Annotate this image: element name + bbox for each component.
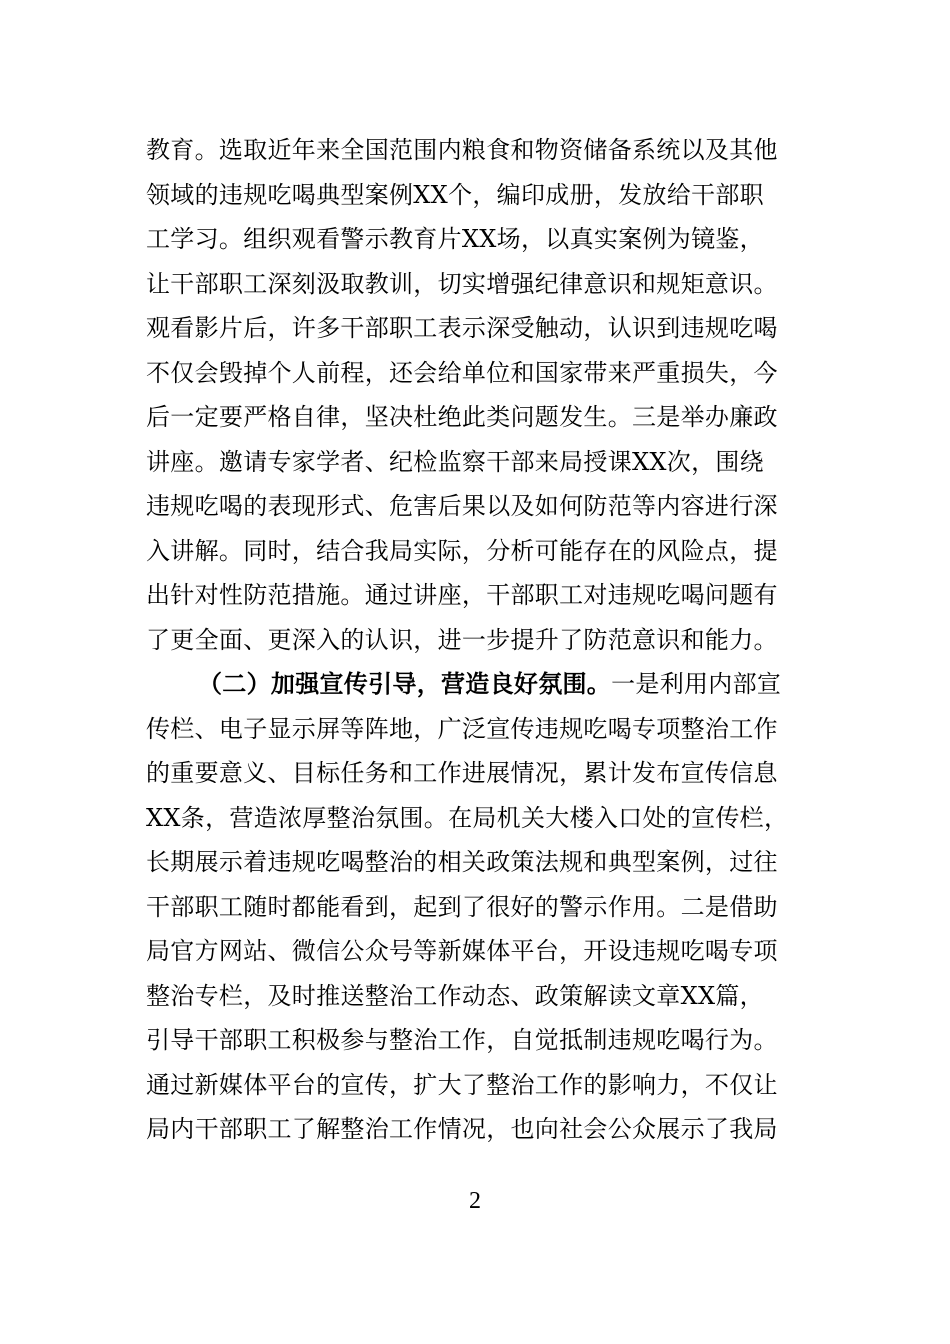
body-text [146,128,816,1152]
text-line: 引导干部职工积极参与整治工作，自觉抵制违规吃喝行为。 [146,1026,778,1054]
text-line: 教育。选取近年来全国范围内粮食和物资储备系统以及其他 [146,136,778,164]
text-line: 让干部职工深刻汲取教训，切实增强纪律意识和规矩意识。 [146,269,778,298]
text-line: 整治专栏，及时推送整治工作动态、政策解读文章XX篇， [146,981,764,1010]
text-line: 领域的违规吃喝典型案例XX个，编印成册，发放给干部职 [146,180,764,209]
page-number: 2 [469,1188,481,1214]
text-line: 入讲解。同时，结合我局实际，分析可能存在的风险点，提 [146,536,778,565]
text-line: 观看影片后，许多干部职工表示深受触动，认识到违规吃喝 [146,314,778,342]
text-line: 出针对性防范措施。通过讲座，干部职工对违规吃喝问题有 [146,581,778,609]
text-line: 干部职工随时都能看到，起到了很好的警示作用。二是借助 [146,892,778,921]
text-line: 的重要意义、目标任务和工作进展情况，累计发布宣传信息 [146,759,778,787]
section-heading-line [146,662,816,707]
text-line: 工学习。组织观看警示教育片XX场，以真实案例为镜鉴， [146,225,764,253]
text-line: 不仅会毁掉个人前程，还会给单位和国家带来严重损失，今 [146,358,778,387]
text-line: 了更全面、更深入的认识，进一步提升了防范意识和能力。 [146,625,778,654]
text-line: 传栏、电子显示屏等阵地，广泛宣传违规吃喝专项整治工作 [146,714,778,743]
section-heading-continuation: 一是利用内部宣 [611,670,782,698]
text-line: 通过新媒体平台的宣传，扩大了整治工作的影响力，不仅让 [146,1070,778,1099]
text-line: 后一定要严格自律，坚决杜绝此类问题发生。三是举办廉政 [146,403,778,431]
section-heading: （二）加强宣传引导，营造良好氛围。 [198,669,612,698]
text-line: 长期展示着违规吃喝整治的相关政策法规和典型案例，过往 [146,848,778,876]
text-line: 局内干部职工了解整治工作情况，也向社会公众展示了我局 [146,1115,778,1143]
text-line: XX条，营造浓厚整治氛围。在局机关大楼入口处的宣传栏， [146,803,789,832]
text-line: 讲座。邀请专家学者、纪检监察干部来局授课XX次，围绕 [146,447,764,476]
text-line: 违规吃喝的表现形式、危害后果以及如何防范等内容进行深 [146,492,778,520]
text-line: 局官方网站、微信公众号等新媒体平台，开设违规吃喝专项 [146,937,778,965]
